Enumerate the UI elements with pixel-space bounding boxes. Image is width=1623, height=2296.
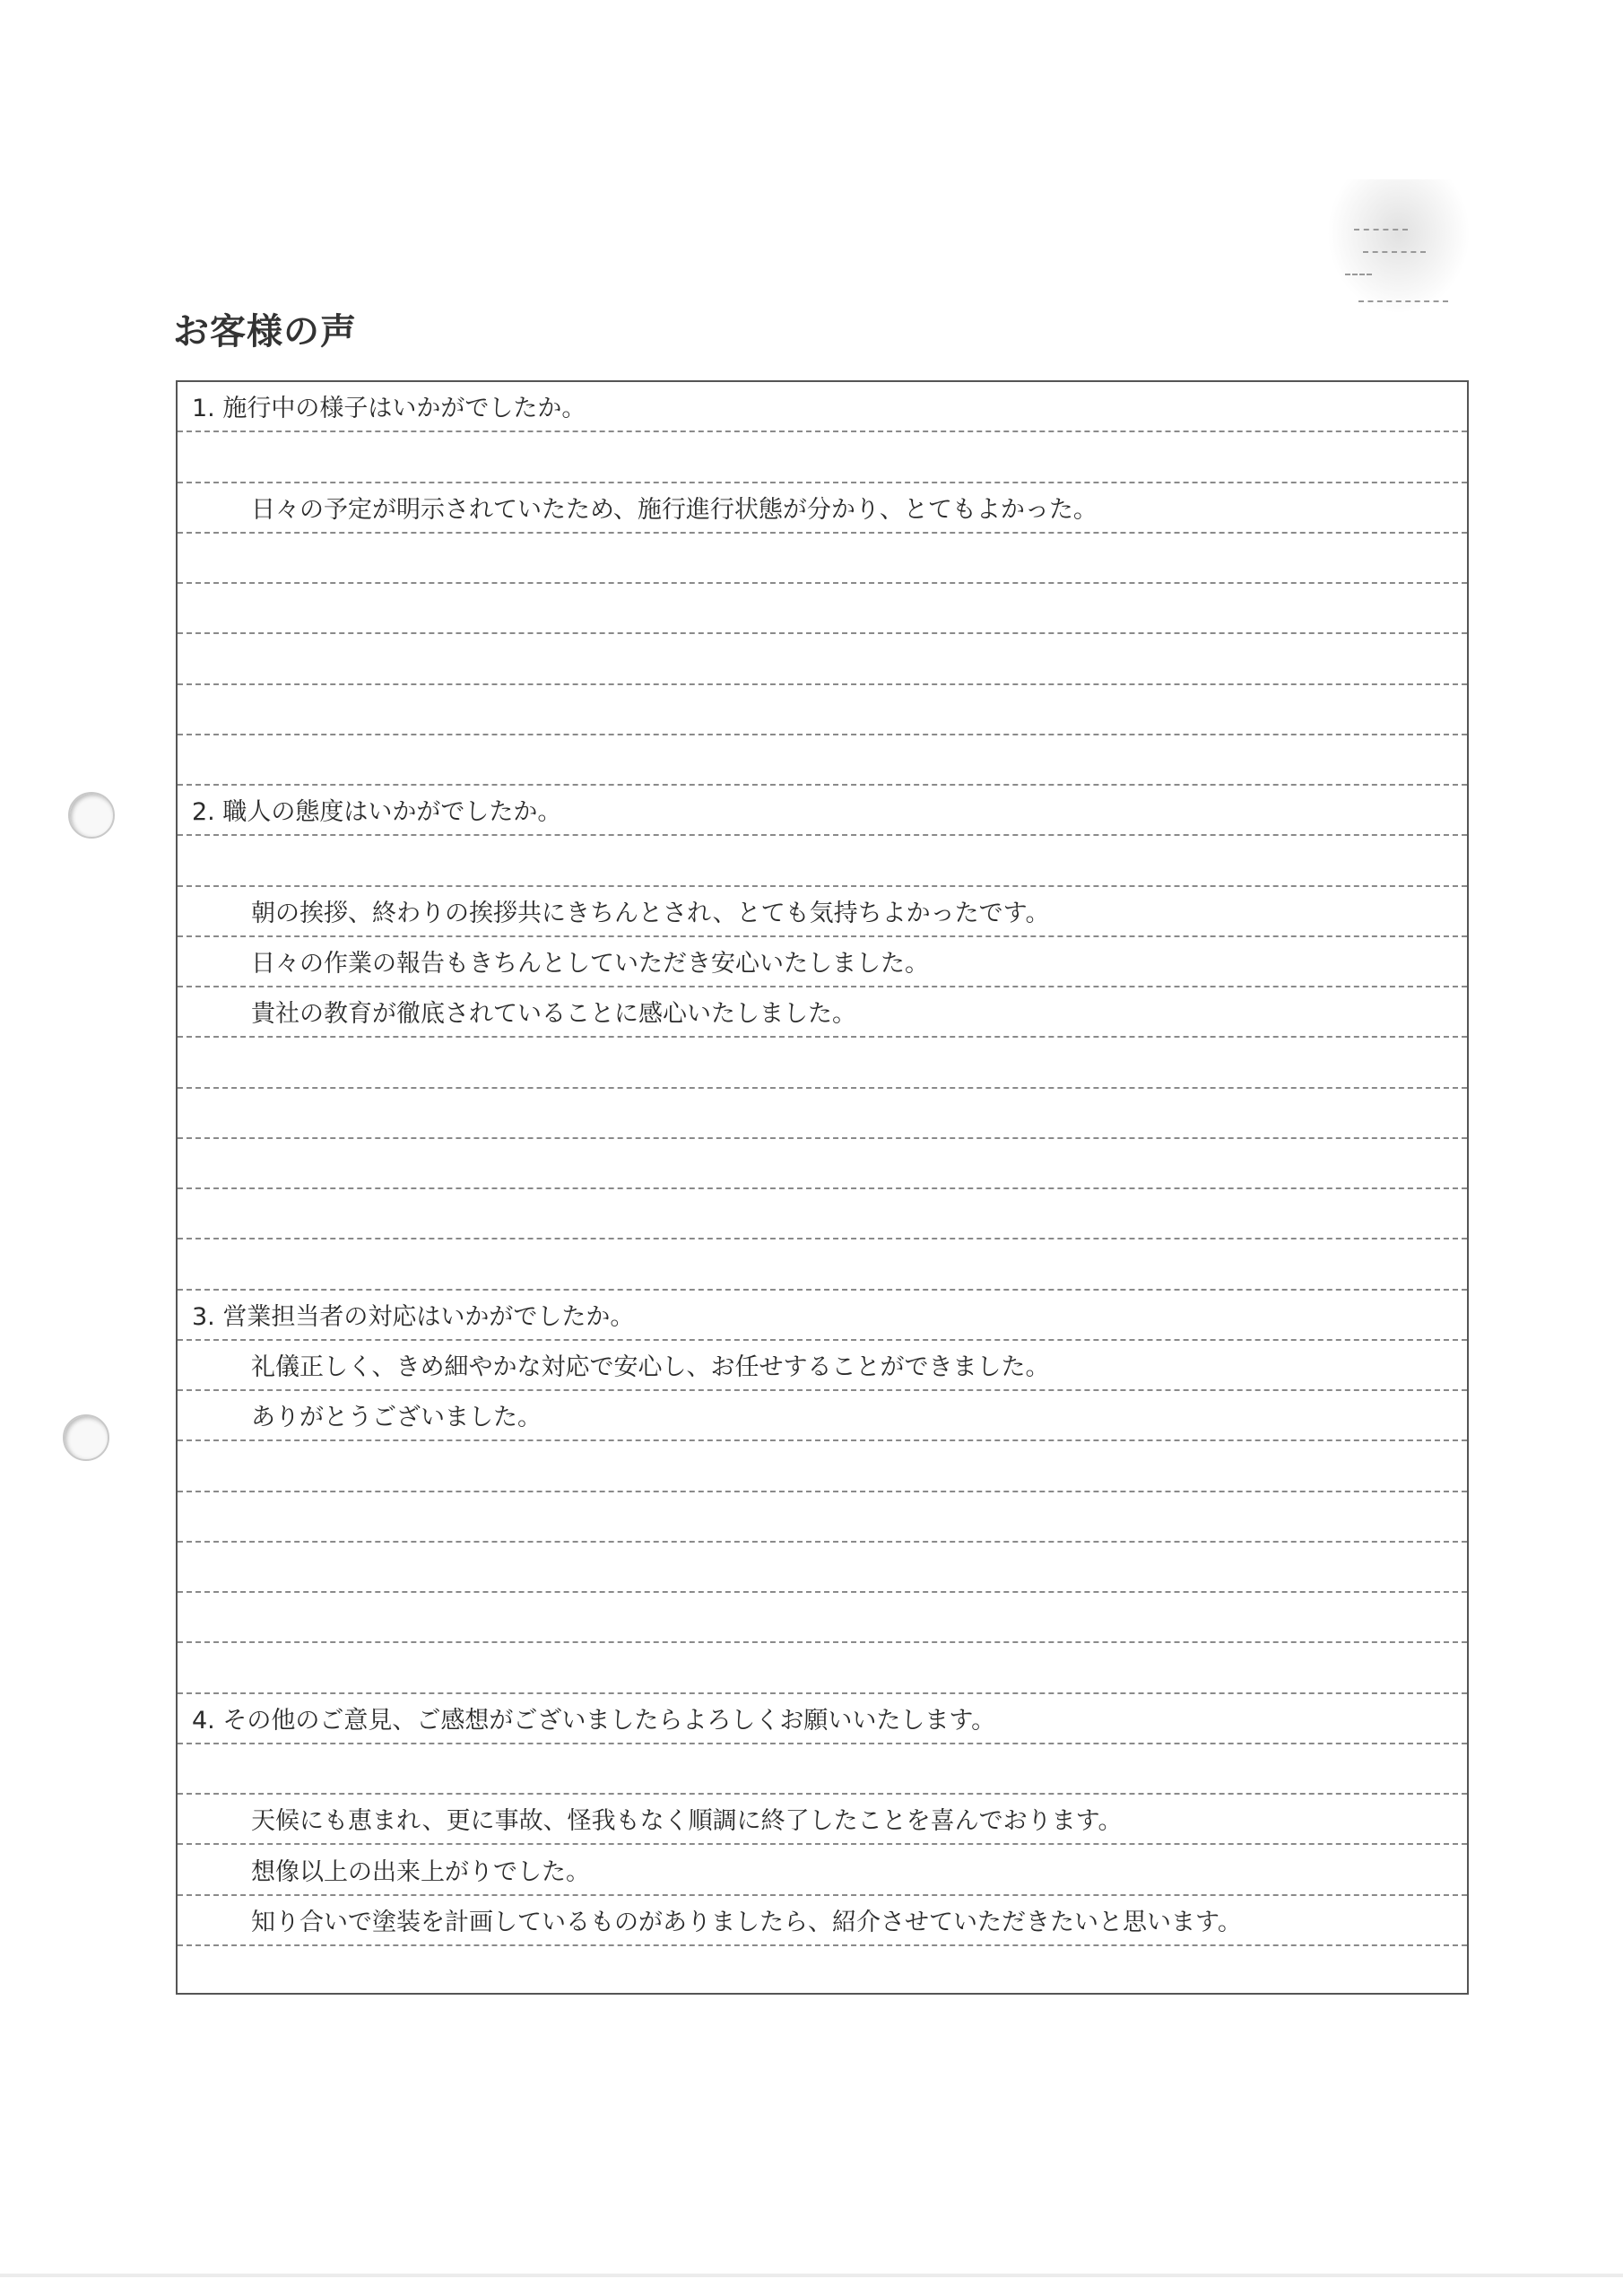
- redacted-stamp: [1327, 179, 1471, 314]
- page-title: お客様の声: [173, 311, 357, 352]
- question-text: 2. 職人の態度はいかがでしたか。: [192, 798, 562, 827]
- answer-text: 礼儀正しく、きめ細やかな対応で安心し、お任せすることができました。: [251, 1353, 1050, 1381]
- blank-row: [178, 1038, 1467, 1088]
- answer-text: 日々の予定が明示されていたため、施行進行状態が分かり、とてもよかった。: [251, 495, 1098, 524]
- answer-text: ありがとうございました。: [251, 1404, 542, 1432]
- blank-row: [178, 1543, 1467, 1593]
- blank-row: [178, 584, 1467, 634]
- answer-row: [178, 483, 1467, 534]
- answer-row: [178, 1391, 1467, 1441]
- blank-row: [178, 1492, 1467, 1543]
- question-row: [178, 1291, 1467, 1341]
- answer-row: [178, 1795, 1467, 1845]
- answer-text: 知り合いで塗装を計画しているものがありましたら、紹介させていただきたいと思います。: [251, 1908, 1242, 1936]
- answer-row: [178, 1341, 1467, 1391]
- blank-row: [178, 685, 1467, 735]
- punch-hole-lower: [63, 1414, 109, 1461]
- blank-row: [178, 1593, 1467, 1643]
- punch-hole-upper: [68, 792, 115, 839]
- answer-row: [178, 1845, 1467, 1895]
- scan-edge: [0, 2274, 1623, 2277]
- answer-row: [178, 1896, 1467, 1946]
- blank-row: [178, 534, 1467, 584]
- blank-row: [178, 1643, 1467, 1693]
- answer-row: [178, 987, 1467, 1038]
- answer-text: 日々の作業の報告もきちんとしていただき安心いたしました。: [251, 950, 929, 978]
- blank-row: [178, 1139, 1467, 1189]
- blank-row: [178, 432, 1467, 483]
- answer-row: [178, 887, 1467, 937]
- answer-text: 貴社の教育が徹底されていることに感心いたしました。: [251, 1000, 856, 1029]
- blank-row: [178, 1744, 1467, 1795]
- question-row: [178, 382, 1467, 432]
- blank-row: [178, 836, 1467, 886]
- survey-form: [176, 380, 1469, 1995]
- blank-row: [178, 735, 1467, 786]
- question-text: 1. 施行中の様子はいかがでしたか。: [192, 395, 586, 423]
- blank-row: [178, 634, 1467, 684]
- blank-row: [178, 1189, 1467, 1239]
- question-row: [178, 786, 1467, 836]
- question-text: 4. その他のご意見、ご感想がございましたらよろしくお願いいたします。: [192, 1706, 996, 1735]
- answer-row: [178, 937, 1467, 987]
- blank-row: [178, 1089, 1467, 1139]
- blank-row: [178, 1441, 1467, 1492]
- blank-row: [178, 1239, 1467, 1290]
- question-text: 3. 営業担当者の対応はいかがでしたか。: [192, 1302, 635, 1331]
- answer-text: 朝の挨拶、終わりの挨拶共にきちんとされ、とても気持ちよかったです。: [251, 899, 1050, 927]
- question-row: [178, 1694, 1467, 1744]
- answer-text: 想像以上の出来上がりでした。: [251, 1857, 590, 1886]
- answer-text: 天候にも恵まれ、更に事故、怪我もなく順調に終了したことを喜んでおります。: [251, 1807, 1123, 1836]
